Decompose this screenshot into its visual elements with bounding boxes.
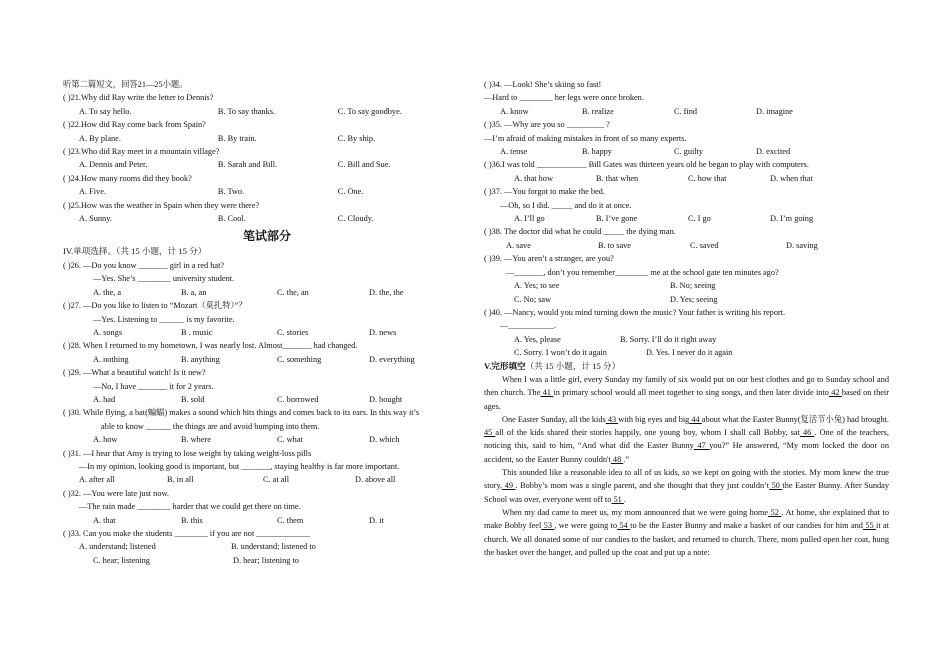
option: D. saving (786, 240, 818, 250)
option: D. everything (369, 354, 415, 364)
option-row (484, 105, 889, 118)
option: A. By plane. (79, 133, 121, 143)
option-row (63, 286, 471, 299)
question-stem: ( )36.I was told ____________ Bill Gates was thirteen years old he began to play with computers. (484, 160, 809, 170)
option-row (63, 514, 471, 527)
passage-paragraph: This sounded like a reasonable idea to all of us kids, so we kept on going with the stories. My mom knew the true story, 49 . Bobby’s mom was a single parent, and she thought that they just couldn’t 50 the Easter Bunny. After Sunday School was over, everyone went off to 51 . (484, 468, 890, 504)
question-stem: ( )28. When I returned to my hometown, I was nearly lost. Almost_______ had changed. (63, 341, 358, 351)
question-reply: —Hard to ________ her legs were once broken. (484, 93, 644, 103)
option: C. how that (688, 173, 727, 183)
option: D. imagine (756, 106, 793, 116)
question-stem: ( )35. —Why are you so _________ ? (484, 120, 610, 130)
option: C. find (674, 106, 698, 116)
option: B. where (181, 435, 211, 445)
option: A. Dennis and Peter. (79, 160, 148, 170)
listening-questions (63, 91, 471, 225)
option: D. I’m going (770, 214, 814, 224)
option: C. something (277, 354, 322, 364)
question-stem: ( )32. —You were late just now. (63, 488, 170, 498)
option: A. that (93, 515, 116, 525)
question-stem: ( )33. Can you make the students ________ if you are not _____________ (63, 529, 311, 538)
question-stem: ( )22.How did Ray come back from Spain? (63, 120, 206, 130)
option: B. anything (181, 354, 220, 364)
option: B. Two. (217, 187, 245, 197)
option: C. Cloudy. (337, 214, 374, 224)
option: C. guilty (674, 147, 704, 157)
question-stem: ( )39. —You aren’t a stranger, are you? (484, 254, 614, 264)
option: B. Cool. (217, 214, 246, 224)
question-reply: —No, I have _______ it for 2 years. (93, 381, 214, 391)
question-stem: ( )26. —Do you know _______ girl in a red hat? (63, 260, 225, 270)
option: C. hear; listening (93, 555, 150, 565)
option: A. Sunny. (79, 214, 112, 224)
multiple-choice-questions-cont (484, 78, 889, 360)
left-column (63, 78, 471, 567)
option: C. One. (337, 187, 364, 197)
option-row (484, 279, 889, 292)
option-row (63, 433, 471, 446)
option: C. By ship. (337, 133, 376, 143)
option-row (63, 158, 471, 171)
passage-paragraph: One Easter Sunday, all the kids 43 with big eyes and big 44 about what the Easter Bunny(复活节小兔) had brought. 45 all of the kids shared their stories happily, one young boy, whom I shall call Bobby, sat 46 . One of the teachers, noticing this, said to him, “And what did the Easter Bunny 47 you?” He answered, “My mom locked the door on accident, so the Easter Bunny couldn't 48 .” (484, 414, 889, 464)
question-stem: ( )37. —You forgot to make the bed. (484, 187, 605, 197)
option: D. when that (770, 173, 813, 183)
option: A. Yes; to see (514, 281, 560, 291)
cloze-blank: 43 (605, 414, 619, 424)
option: D. the, the (369, 287, 404, 297)
listening-intro: 听第二篇短文，回答21—25小题。 (63, 80, 188, 89)
option: A. Five. (79, 187, 106, 197)
question-reply: —I’m afraid of making mistakes in front of so many experts. (484, 133, 687, 143)
option: D. Yes. I never do it again (646, 348, 733, 358)
option: A. the, a (93, 287, 122, 297)
option: B. a, an (181, 287, 207, 297)
option: A. Yes, please (514, 334, 561, 344)
section5-score: （共 15 小题，计 15 分） (525, 360, 621, 371)
cloze-blank: 41 (540, 388, 554, 398)
cloze-blank: 42 (828, 388, 842, 398)
option: B. that when (596, 173, 639, 183)
question-stem: ( )23.Who did Ray meet in a mountain village? (63, 147, 220, 157)
option: A. nothing (93, 354, 129, 364)
option: C. Bill and Sue. (337, 160, 391, 170)
option: B. to save (598, 240, 631, 250)
option: C. stories (277, 327, 309, 337)
option: A. tense (500, 147, 528, 157)
option: A. songs (93, 327, 123, 337)
option: A. after all (79, 475, 115, 485)
option: B. sold (181, 394, 205, 404)
option: D. excited (756, 147, 791, 157)
option: A. save (506, 240, 531, 250)
option: D. which (369, 435, 400, 445)
option: B. By train. (217, 133, 257, 143)
option-row (484, 172, 889, 185)
option: B. Sarah and Bill. (217, 160, 278, 170)
option: A. To say hello. (79, 106, 132, 116)
option-row (63, 212, 471, 225)
option: D. it (369, 515, 384, 525)
passage-paragraph: When I was a little girl, every Sunday my family of six would put on our best clothes and go to Sunday school and then church. The 41 in primary school would all meet together to sing songs, and then later divide into 42 based on their ages. (484, 374, 889, 411)
question-stem: ( )24.How many rooms did they book? (63, 173, 192, 183)
option-row (63, 353, 471, 366)
option: D. Yes; seeing (670, 294, 718, 304)
cloze-blank: 45 (484, 428, 496, 438)
cloze-blank: 48 (610, 454, 624, 464)
option: A. how (93, 435, 118, 445)
cloze-blank: 55 (862, 521, 877, 531)
option: C. them (277, 515, 304, 525)
question-reply: —_______, don’t you remember________ me at the school gate ten minutes ago? (506, 267, 779, 277)
option: A. that how (514, 173, 553, 183)
written-section-title: 笔试部分 (242, 229, 291, 244)
option: A. had (93, 394, 116, 404)
option-row (484, 333, 889, 346)
question-stem: ( )21.Why did Ray write the letter to Dennis? (63, 93, 214, 103)
option: C. To say goodbye. (337, 106, 402, 116)
option: A. know (500, 106, 529, 116)
section5-title: V.完形填空 (484, 360, 526, 371)
multiple-choice-questions (63, 259, 471, 567)
option-row (63, 105, 471, 118)
question-stem: ( )40. —Nancy, would you mind turning down the music? Your father is writing his report. (484, 307, 786, 317)
question-stem: ( )30. While flying, a bat(蝙蝠) makes a sound which hits things and comes back to its ears. In this way it’s (63, 408, 420, 418)
option: B. happy (582, 147, 612, 157)
option: C. borrowed (277, 394, 319, 404)
option-row (484, 145, 889, 158)
option: B . music (181, 327, 213, 337)
option: C. Sorry. I won’t do it again (514, 348, 607, 358)
option-row (63, 393, 471, 406)
question-stem: ( )29. —What a beautiful watch! Is it new? (63, 368, 206, 378)
passage-paragraph: When my dad came to meet us, my mom announced that we were going home 52 . At home, she explained that to make Bobby feel 53 , we were going to 54 to be the Easter Bunny and make a basket of our candies for him and 55 it at church. We all donated some of our candies to the basket, and returned to church. There, mom pulled open her coat, hung the basket over the hanger, and pulled up the coat and put up a note: (484, 507, 889, 557)
section5-heading (484, 360, 889, 373)
option-row (63, 473, 471, 486)
option-row (63, 554, 471, 567)
option-row (63, 540, 471, 553)
question-stem: ( )27. —Do you like to listen to “Mozart（莫扎特）”？ (63, 301, 247, 311)
option: C. at all (263, 475, 290, 485)
option-row (484, 346, 889, 359)
option: C. saved (690, 240, 719, 250)
cloze-blank: 46 (799, 428, 815, 438)
option: B. Sorry. I’ll do it right away (620, 334, 717, 344)
question-stem: ( )34. —Look! She’s skiing so fast! (484, 80, 602, 89)
option: D. news (369, 327, 397, 337)
cloze-blank: 54 (617, 521, 631, 531)
question-reply: —The rain made ________ harder that we could get there on time. (79, 502, 301, 512)
option-row (484, 293, 889, 306)
cloze-blank: 49 (502, 481, 516, 491)
option: C. the, an (277, 287, 309, 297)
cloze-blank: 52 (768, 507, 782, 517)
cloze-blank: 44 (689, 414, 702, 424)
option: C. I go (688, 214, 711, 224)
cloze-blank: 53 (541, 521, 555, 531)
question-stem: ( )25.How was the weather in Spain when they were there? (63, 200, 260, 210)
option-row (63, 132, 471, 145)
question-reply: —Yes. Listening to ______ is my favorite. (93, 314, 235, 324)
question-stem-cont: able to know ______ the things are and avoid bumping into them. (101, 421, 320, 431)
option: A. I’ll go (514, 214, 545, 224)
option: B. I’ve gone (596, 214, 638, 224)
option-row (484, 239, 889, 252)
option-row (484, 212, 889, 225)
section4-title: IV.单项选择。（共 15 小题，计 15 分） (63, 246, 207, 257)
option-row (63, 185, 471, 198)
question-reply: —In my opinion, looking good is important, but _______, staying healthy is far more important. (79, 461, 400, 471)
question-reply: —___________. (500, 321, 557, 331)
option: D. above all (355, 475, 396, 485)
question-reply: —Yes. She’s ________ university student. (93, 274, 235, 284)
right-column (484, 78, 889, 559)
option: B. realize (582, 106, 614, 116)
option: B. understand; listened to (231, 542, 316, 552)
cloze-blank: 50 (769, 481, 783, 491)
option: C. what (277, 435, 303, 445)
option: C. No; saw (514, 294, 552, 304)
cloze-blank: 51 (611, 494, 624, 504)
option: A. understand; listened (79, 542, 156, 552)
question-stem: ( )31. —I hear that Amy is trying to lose weight by taking weight-loss pills (63, 448, 312, 458)
option-row (63, 326, 471, 339)
question-reply: —Oh, so I did. _____ and do it at once. (500, 200, 632, 210)
option: B. No; seeing (670, 281, 716, 291)
option: D. hear; listening to (233, 555, 299, 565)
option: B. To say thanks. (217, 106, 276, 116)
cloze-passage (484, 373, 889, 559)
cloze-blank: 47 (693, 441, 710, 451)
option: B. this (181, 515, 203, 525)
question-stem: ( )38. The doctor did what he could _____ the dying man. (484, 227, 676, 237)
option: D. bought (369, 394, 403, 404)
option: B. in all (167, 475, 194, 485)
